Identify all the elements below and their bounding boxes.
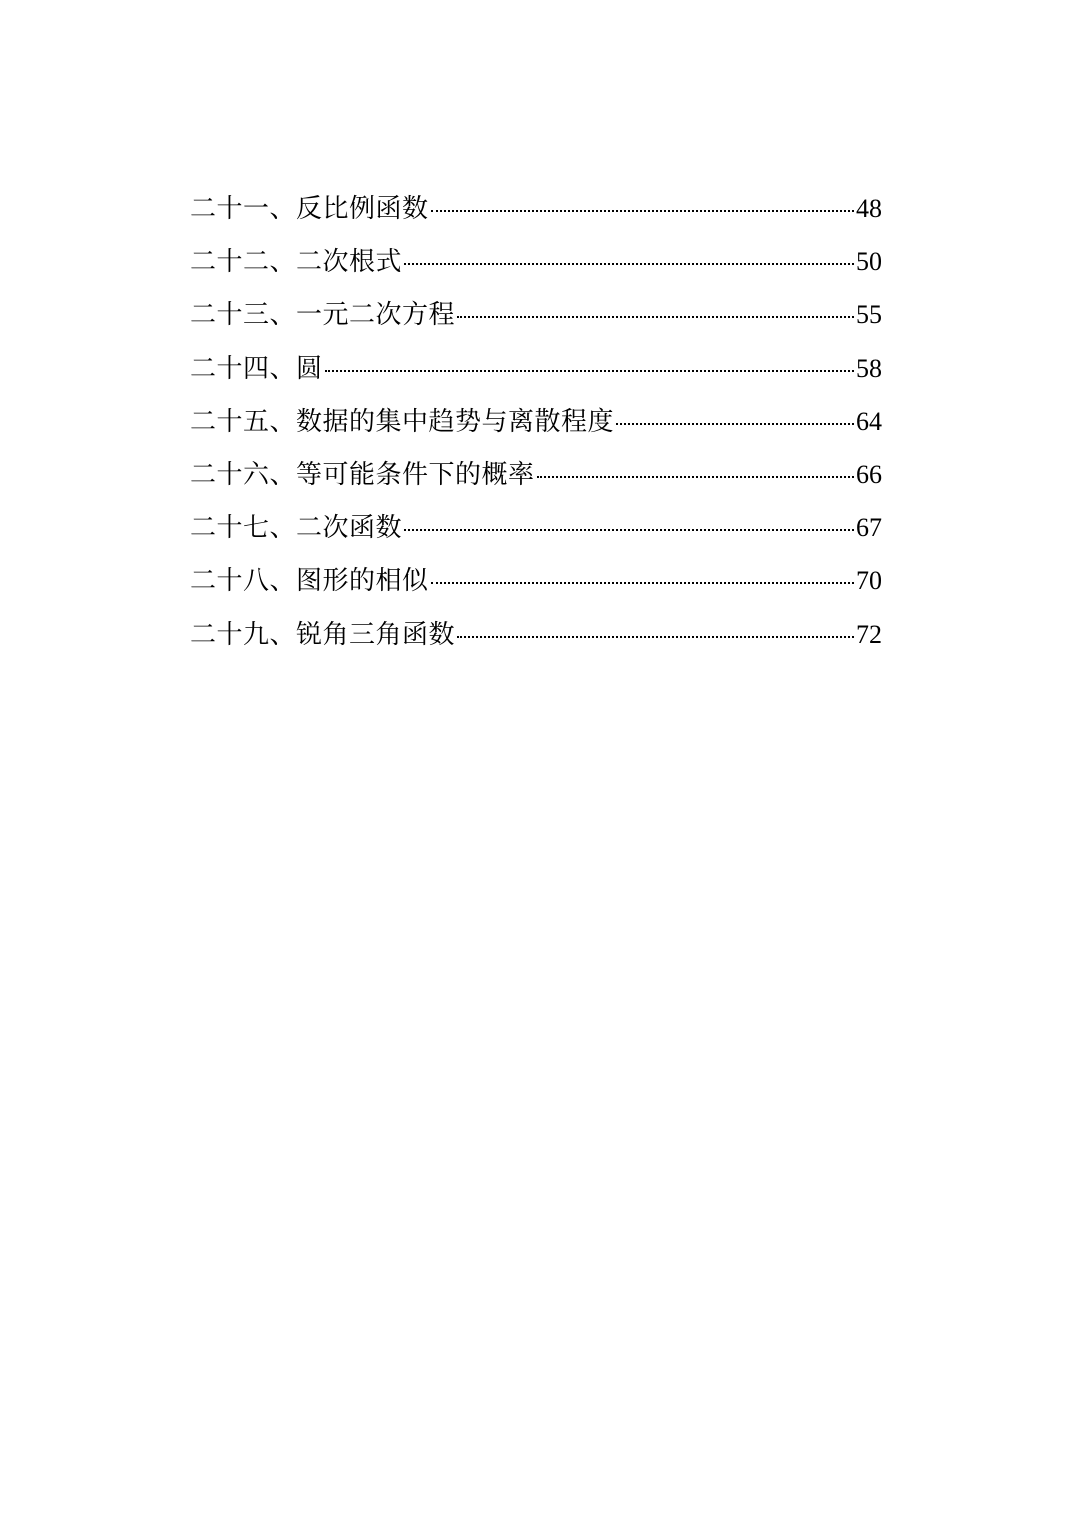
toc-entry-title: 二十八、图形的相似 xyxy=(190,566,429,597)
toc-entry[interactable] xyxy=(190,342,882,395)
toc-dot-leader xyxy=(537,476,854,478)
toc-dot-leader xyxy=(404,263,854,265)
toc-entry[interactable] xyxy=(190,448,882,501)
toc-entry-page: 64 xyxy=(856,406,882,436)
toc-dot-leader xyxy=(431,210,854,212)
toc-entry-page: 55 xyxy=(856,300,882,330)
toc-dot-leader xyxy=(457,316,854,318)
toc-entry[interactable] xyxy=(190,501,882,554)
toc-entry-title: 二十四、圆 xyxy=(190,353,323,384)
toc-entry-title: 二十五、数据的集中趋势与离散程度 xyxy=(190,406,615,437)
toc-entry-page: 50 xyxy=(856,247,882,277)
toc-entry[interactable] xyxy=(190,235,882,288)
toc-dot-leader xyxy=(616,423,854,425)
toc-dot-leader xyxy=(457,636,854,638)
toc-entry[interactable] xyxy=(190,395,882,448)
toc-entry-page: 67 xyxy=(856,513,882,543)
table-of-contents xyxy=(190,182,882,661)
toc-entry-title: 二十二、二次根式 xyxy=(190,247,403,278)
toc-entry[interactable] xyxy=(190,182,882,235)
toc-dot-leader xyxy=(325,370,854,372)
toc-entry-title: 二十三、一元二次方程 xyxy=(190,300,456,331)
toc-dot-leader xyxy=(404,529,854,531)
toc-entry-title: 二十七、二次函数 xyxy=(190,513,403,544)
toc-entry-title: 二十六、等可能条件下的概率 xyxy=(190,459,535,490)
toc-entry[interactable] xyxy=(190,288,882,341)
toc-entry[interactable] xyxy=(190,608,882,661)
toc-entry[interactable] xyxy=(190,554,882,607)
toc-entry-page: 72 xyxy=(856,619,882,649)
toc-entry-page: 66 xyxy=(856,459,882,489)
toc-entry-page: 48 xyxy=(856,194,882,223)
toc-entry-title: 二十一、反比例函数 xyxy=(190,194,429,224)
toc-entry-title: 二十九、锐角三角函数 xyxy=(190,619,456,650)
toc-dot-leader xyxy=(431,582,854,584)
toc-entry-page: 58 xyxy=(856,353,882,383)
toc-entry-page: 70 xyxy=(856,566,882,596)
